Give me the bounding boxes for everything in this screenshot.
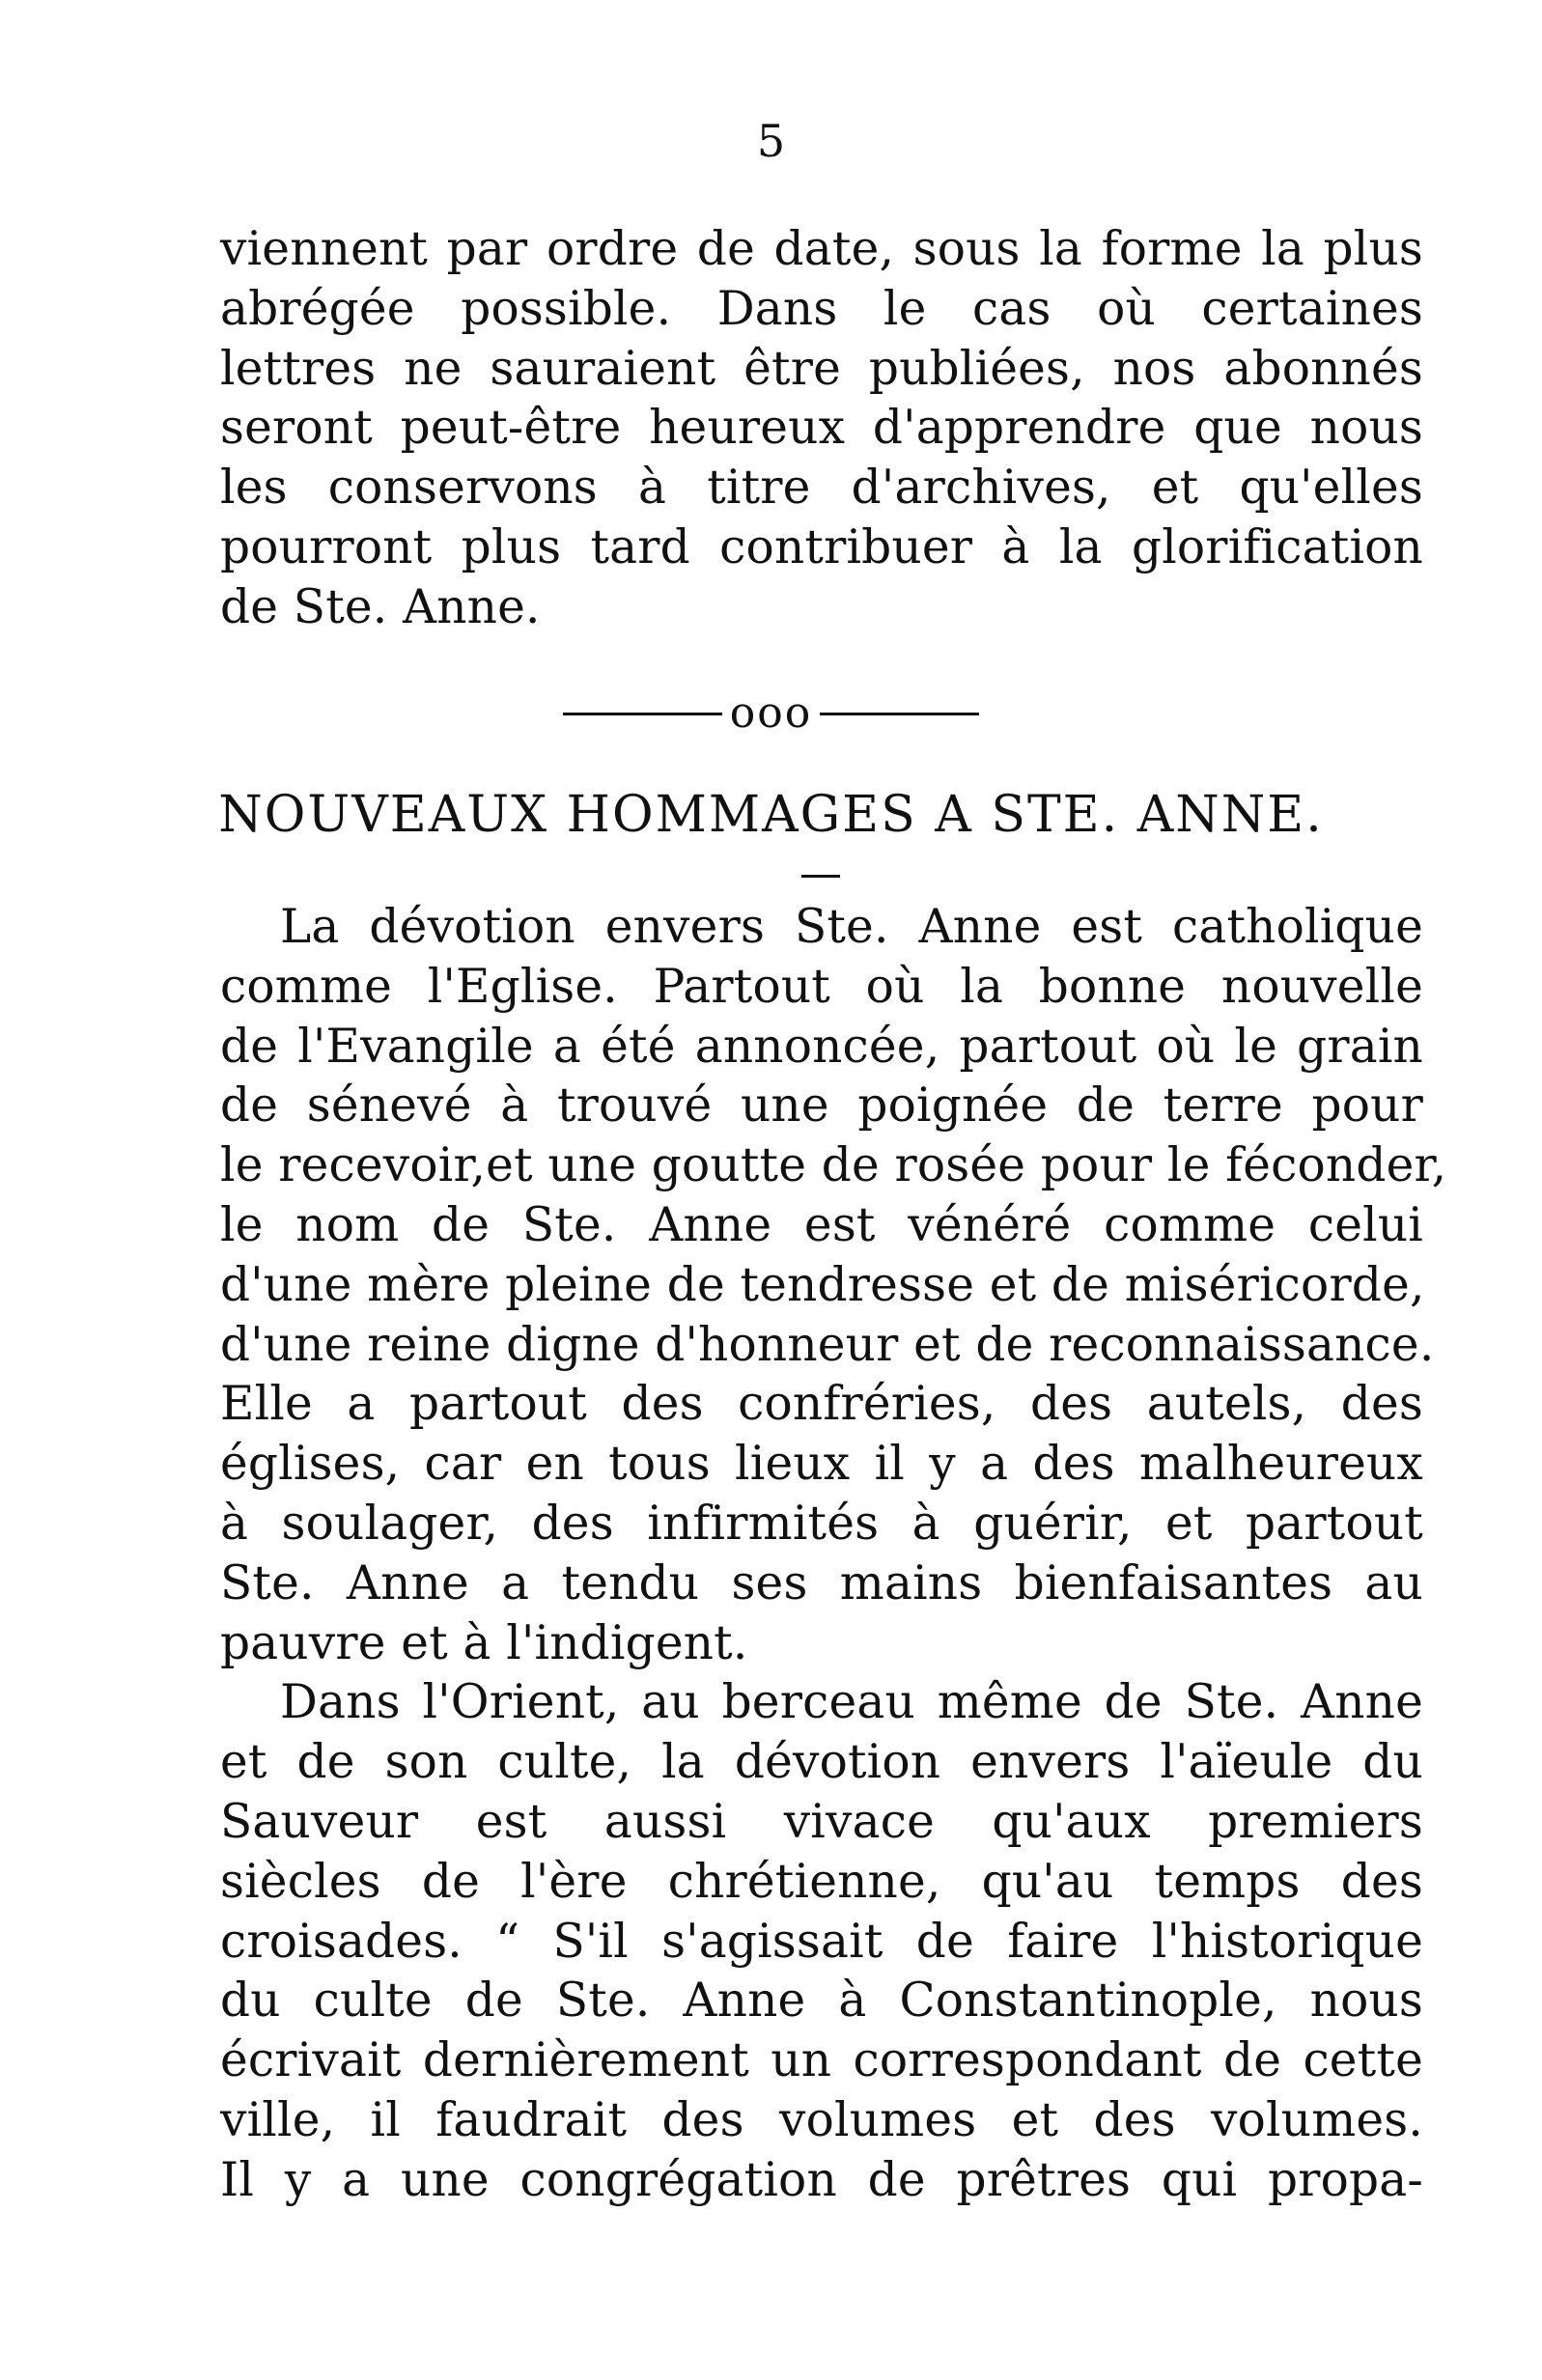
text-line: croisades. “ S'il s'agissait de faire l'historique <box>220 1914 1423 1969</box>
text-line: écrivait dernièrement un correspondant de cette <box>220 2033 1423 2088</box>
text-line: de Ste. Anne. <box>220 579 541 634</box>
text-line: Ste. Anne a tendu ses mains bienfaisantes au <box>220 1555 1423 1610</box>
text-line: de sénevé à trouvé une poignée de terre pour <box>220 1078 1423 1134</box>
text-line: le recevoir,et une goutte de rosée pour le féconder, <box>220 1138 1447 1193</box>
text-line: Il y a une congrégation de prêtres qui propa- <box>220 2152 1423 2207</box>
text-line: d'une mère pleine de tendresse et de miséricorde, <box>220 1257 1425 1312</box>
text-line: de l'Evangile a été annoncée, partout où le grain <box>220 1019 1423 1074</box>
title-underline <box>801 875 840 878</box>
text-line: et de son culte, la dévotion envers l'aïeule du <box>220 1735 1423 1790</box>
text-line: ville, il faudrait des volumes et des volumes. <box>220 2092 1423 2147</box>
separator-rule-left <box>563 713 722 715</box>
text-line: lettres ne sauraient être publiées, nos abonnés <box>220 341 1423 396</box>
section-title: NOUVEAUX HOMMAGES A STE. ANNE. <box>218 786 1324 844</box>
text-line: La dévotion envers Ste. Anne est catholique <box>280 900 1423 954</box>
text-line: Sauveur est aussi vivace qu'aux premiers <box>220 1794 1423 1849</box>
intro-paragraph <box>220 220 1423 638</box>
text-line: pourront plus tard contribuer à la glorification <box>220 519 1423 574</box>
text-line: églises, car en tous lieux il y a des malheureux <box>220 1437 1423 1492</box>
text-line: d'une reine digne d'honneur et de reconnaissance. <box>220 1317 1435 1372</box>
text-line: le nom de Ste. Anne est vénéré comme celui <box>220 1197 1423 1252</box>
text-line: les conservons à titre d'archives, et qu'elles <box>220 461 1423 516</box>
text-line: siècles de l'ère chrétienne, qu'au temps des <box>220 1854 1423 1909</box>
text-line: abrégée possible. Dans le cas où certaines <box>220 281 1423 336</box>
text-line: seront peut-être heureux d'apprendre que nous <box>220 401 1423 456</box>
page-number: 5 <box>756 115 786 167</box>
text-line: viennent par ordre de date, sous la forme la plus <box>220 222 1423 276</box>
text-line: du culte de Ste. Anne à Constantinople, nous <box>220 1974 1423 2029</box>
separator-rule-right <box>820 713 979 715</box>
text-line: pauvre et à l'indigent. <box>220 1615 748 1670</box>
text-line: Elle a partout des confréries, des autels, des <box>220 1377 1423 1432</box>
text-line: Dans l'Orient, au berceau même de Ste. Anne <box>280 1675 1423 1730</box>
separator-mark: ooo <box>729 688 813 738</box>
text-line: à soulager, des infirmités à guérir, et partout <box>220 1496 1423 1551</box>
text-line: comme l'Eglise. Partout où la bonne nouvelle <box>220 959 1423 1014</box>
section-separator <box>0 689 1542 738</box>
body-paragraphs <box>220 898 1447 2211</box>
